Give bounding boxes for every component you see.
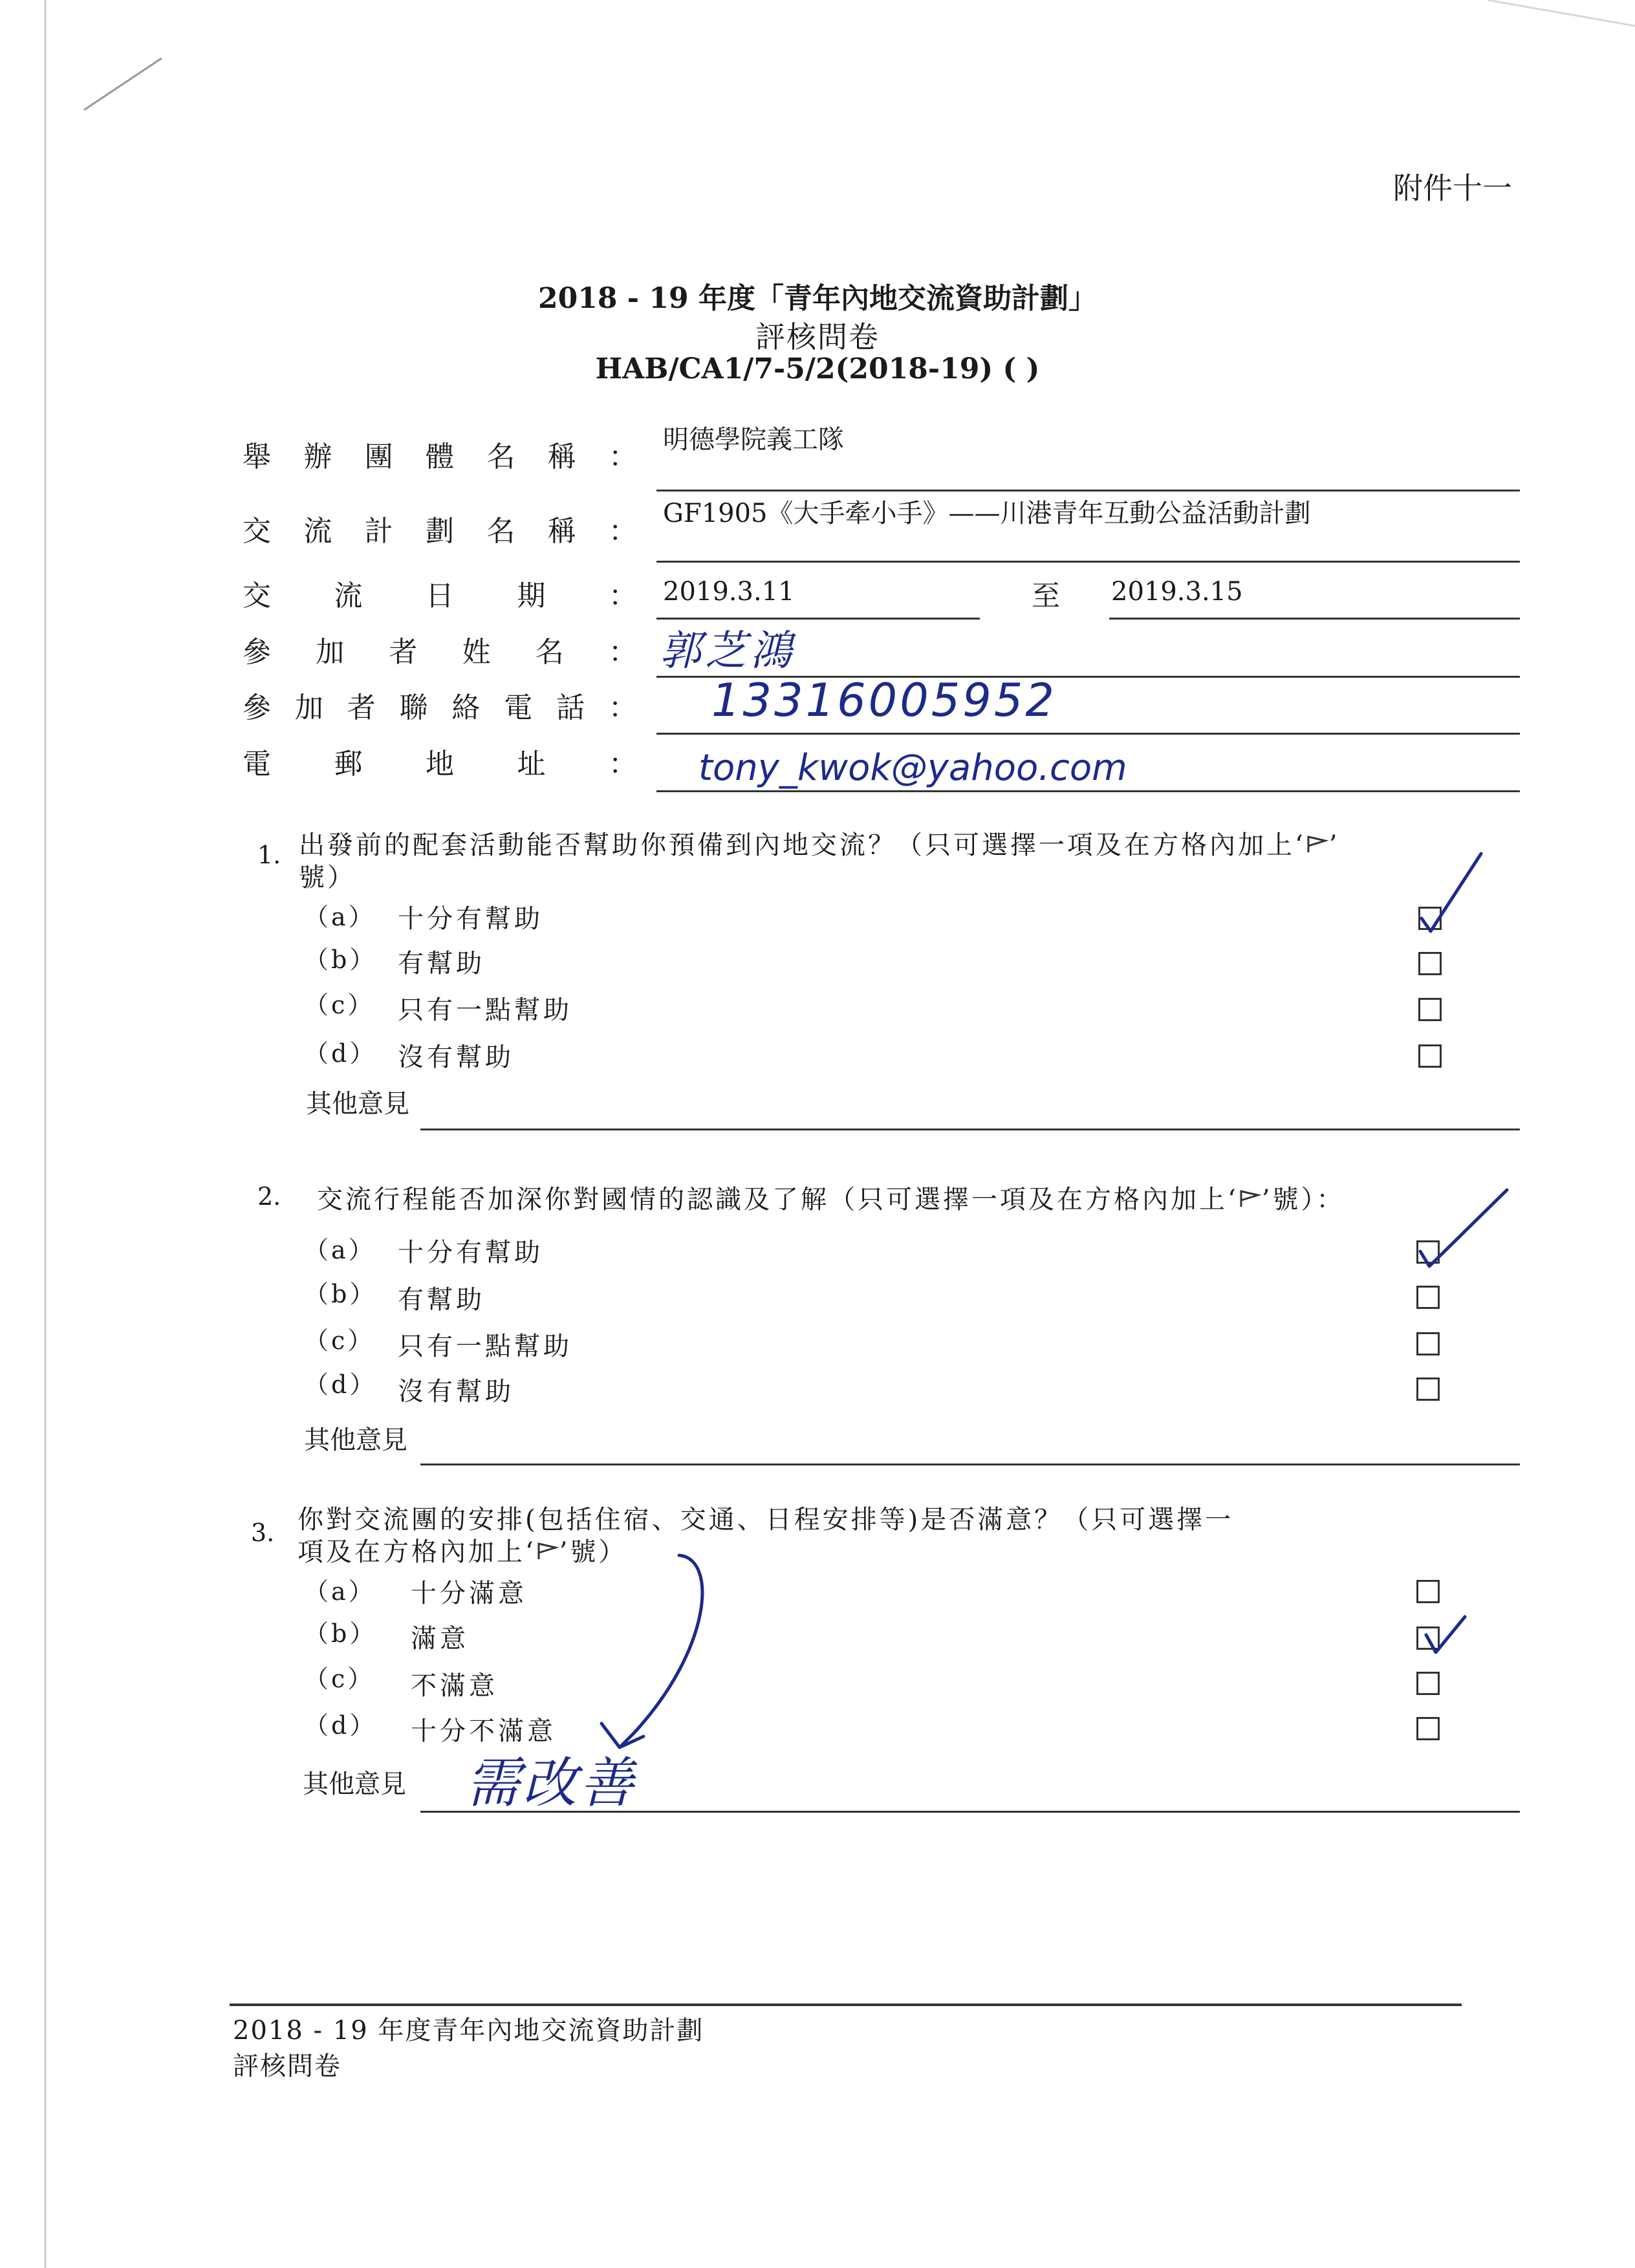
q3-text: 你對交流團的安排(包括住宿、交通、日程安排等)是否滿意？（只可選擇一 — [298, 1505, 1234, 1535]
q1-option-c-checkbox[interactable] — [1418, 998, 1442, 1021]
q1-text-line2: 號） — [299, 863, 356, 892]
phone-label: 參 加 者 聯 絡 電 話 ： — [243, 691, 637, 724]
q3-option-a-checkbox[interactable] — [1416, 1580, 1440, 1603]
q1-other-underline — [420, 1129, 1520, 1130]
phone-underline — [656, 733, 1520, 735]
email-value-handwritten[interactable]: tony_kwok@yahoo.com — [698, 747, 1127, 789]
plan-value[interactable]: GF1905《大手牽小手》——川港青年互動公益活動計劃 — [663, 499, 1311, 528]
annex-label: 附件十一 — [1393, 171, 1512, 206]
flag-icon — [1306, 834, 1329, 854]
q3-option-d-label: 十分不滿意 — [411, 1716, 556, 1746]
q1-option-b-letter: （b） — [304, 945, 377, 974]
q3-other-value-handwritten[interactable]: 需改善 — [466, 1751, 637, 1815]
q2-option-a-checkbox[interactable] — [1416, 1240, 1440, 1264]
q1-option-d-checkbox[interactable] — [1418, 1044, 1442, 1068]
phone-value-handwritten[interactable]: 13316005952 — [711, 674, 1057, 727]
q2-option-d-letter: （d） — [304, 1370, 377, 1399]
q2-other-underline — [420, 1463, 1520, 1465]
q1-number: 1. — [257, 841, 281, 869]
plan-underline — [656, 561, 1520, 563]
q1-option-b-label: 有幫助 — [398, 949, 485, 978]
q1-other-label: 其他意見 — [306, 1089, 409, 1119]
q2-option-d-checkbox[interactable] — [1416, 1377, 1440, 1401]
org-underline — [656, 490, 1520, 491]
q1-option-a-letter: （a） — [304, 903, 376, 931]
date-to-label: 至 — [1032, 579, 1060, 612]
q1-option-c-label: 只有一點幫助 — [398, 995, 572, 1025]
q3-option-b-letter: （b） — [304, 1619, 377, 1648]
q2-option-d-label: 沒有幫助 — [398, 1377, 514, 1407]
q1-option-a-checkbox[interactable] — [1418, 907, 1442, 930]
flag-icon — [536, 1541, 559, 1561]
q2-option-b-label: 有幫助 — [398, 1285, 485, 1315]
q3-option-d-letter: （d） — [304, 1711, 377, 1740]
date-to-underline — [1109, 618, 1520, 620]
q2-option-c-checkbox[interactable] — [1416, 1332, 1440, 1355]
q2-number: 2. — [257, 1182, 281, 1211]
name-label: 參 加 者 姓 名 ： — [243, 636, 637, 669]
form-title: 2018 - 19 年度「青年內地交流資助計劃」 — [538, 282, 1097, 315]
q2-option-c-label: 只有一點幫助 — [398, 1332, 572, 1361]
q3-other-label: 其他意見 — [303, 1769, 406, 1799]
org-label: 舉 辦 團 體 名 稱 ： — [243, 440, 637, 473]
q3-option-c-letter: （c） — [304, 1665, 375, 1693]
form-subtitle: 評核問卷 — [755, 319, 880, 354]
email-label: 電 郵 地 址 ： — [243, 748, 637, 781]
flag-icon — [1239, 1189, 1262, 1208]
q3-number: 3. — [251, 1518, 275, 1547]
q3-option-a-label: 十分滿意 — [411, 1579, 527, 1608]
plan-label: 交 流 計 劃 名 稱 ： — [243, 515, 637, 548]
name-value-handwritten[interactable]: 郭芝鴻 — [660, 627, 796, 675]
date-to-value[interactable]: 2019.3.15 — [1111, 577, 1243, 607]
q3-option-a-letter: （a） — [304, 1577, 376, 1606]
footer-title: 2018 - 19 年度青年內地交流資助計劃 — [233, 2016, 704, 2046]
q2-text: 交流行程能否加深你對國情的認識及了解（只可選擇一項及在方格內加上‘ ’號）： — [317, 1185, 1345, 1215]
q2-option-b-checkbox[interactable] — [1416, 1286, 1440, 1309]
footer-subtitle: 評核問卷 — [233, 2051, 341, 2081]
form-reference-code: HAB/CA1/7-5/2(2018-19) ( ) — [595, 352, 1040, 385]
q3-option-b-checkbox[interactable] — [1416, 1626, 1440, 1650]
q1-text: 出發前的配套活動能否幫助你預備到內地交流？（只可選擇一項及在方格內加上‘ ’ — [299, 830, 1340, 860]
q3-option-c-checkbox[interactable] — [1416, 1672, 1440, 1695]
q3-text-line2: 項及在方格內加上‘ ’號） — [298, 1537, 627, 1567]
q1-option-a-label: 十分有幫助 — [398, 904, 543, 934]
date-label: 交 流 日 期 ： — [243, 579, 637, 612]
footer-rule — [230, 2003, 1462, 2006]
q2-option-b-letter: （b） — [304, 1280, 377, 1308]
q2-option-a-letter: （a） — [304, 1236, 376, 1264]
q1-option-b-checkbox[interactable] — [1418, 952, 1442, 975]
q2-option-a-label: 十分有幫助 — [398, 1238, 543, 1268]
q3-other-underline — [420, 1811, 1520, 1813]
q3-option-c-label: 不滿意 — [411, 1671, 498, 1701]
q3-option-d-checkbox[interactable] — [1416, 1717, 1440, 1740]
q1-option-d-letter: （d） — [304, 1039, 377, 1068]
q1-option-c-letter: （c） — [304, 991, 375, 1019]
org-value[interactable]: 明德學院義工隊 — [663, 425, 844, 455]
email-underline — [656, 790, 1520, 792]
q2-other-label: 其他意見 — [304, 1425, 407, 1455]
date-from-value[interactable]: 2019.3.11 — [663, 577, 795, 607]
q3-option-b-label: 滿意 — [411, 1624, 469, 1654]
q2-option-c-letter: （c） — [304, 1326, 375, 1355]
q1-option-d-label: 沒有幫助 — [398, 1042, 514, 1072]
